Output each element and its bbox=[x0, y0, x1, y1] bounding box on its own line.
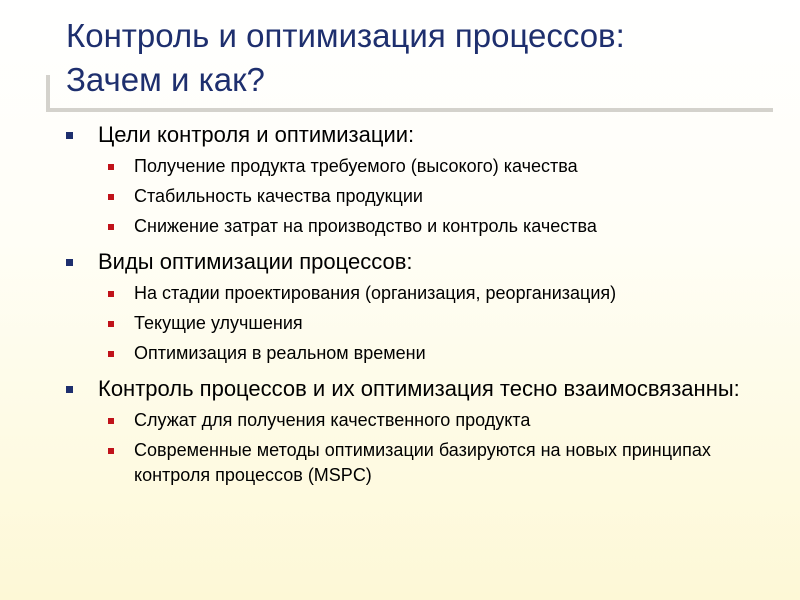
list-item-text: Современные методы оптимизации базируются на новых принципах контроля процессов (MSPC) bbox=[134, 440, 711, 485]
bullet-level2 bbox=[62, 341, 782, 366]
square-bullet-icon bbox=[108, 224, 114, 230]
square-bullet-icon bbox=[108, 448, 114, 454]
section-heading: Контроль процессов и их оптимизация тесно взаимосвязанны: bbox=[98, 376, 740, 401]
square-bullet-icon bbox=[108, 164, 114, 170]
section-heading: Виды оптимизации процессов: bbox=[98, 249, 413, 274]
list-item-text: Стабильность качества продукции bbox=[134, 186, 423, 206]
bullet-level1 bbox=[62, 247, 782, 277]
list-item-text: Снижение затрат на производство и контроль качества bbox=[134, 216, 597, 236]
slide-title-line-2: Зачем и как? bbox=[66, 61, 265, 98]
section-types bbox=[62, 247, 782, 366]
sub-list bbox=[62, 404, 782, 488]
list-item-text: Текущие улучшения bbox=[134, 313, 303, 333]
bullet-level2 bbox=[62, 281, 782, 306]
square-bullet-icon bbox=[108, 418, 114, 424]
sub-list bbox=[62, 277, 782, 366]
square-bullet-icon bbox=[66, 259, 73, 266]
section-relationship bbox=[62, 374, 782, 488]
slide-title bbox=[66, 14, 786, 102]
square-bullet-icon bbox=[66, 132, 73, 139]
list-item-text: Служат для получения качественного продукта bbox=[134, 410, 531, 430]
bullet-level2 bbox=[62, 311, 782, 336]
bullet-level2 bbox=[62, 438, 782, 488]
bullet-level2 bbox=[62, 214, 782, 239]
title-rule-horizontal bbox=[46, 108, 773, 112]
section-heading: Цели контроля и оптимизации: bbox=[98, 122, 415, 147]
bullet-level2 bbox=[62, 184, 782, 209]
square-bullet-icon bbox=[66, 386, 73, 393]
bullet-level1 bbox=[62, 120, 782, 150]
list-item-text: Оптимизация в реальном времени bbox=[134, 343, 426, 363]
square-bullet-icon bbox=[108, 291, 114, 297]
slide-title-line-1: Контроль и оптимизация процессов: bbox=[66, 17, 625, 54]
bullet-level1 bbox=[62, 374, 782, 404]
bullet-level2 bbox=[62, 154, 782, 179]
list-item-text: Получение продукта требуемого (высокого) качества bbox=[134, 156, 578, 176]
list-item-text: На стадии проектирования (организация, реорганизация) bbox=[134, 283, 617, 303]
square-bullet-icon bbox=[108, 194, 114, 200]
title-rule-vertical bbox=[46, 75, 50, 112]
square-bullet-icon bbox=[108, 321, 114, 327]
sub-list bbox=[62, 150, 782, 239]
square-bullet-icon bbox=[108, 351, 114, 357]
bullet-level2 bbox=[62, 408, 782, 433]
slide-content bbox=[62, 120, 782, 496]
section-goals bbox=[62, 120, 782, 239]
